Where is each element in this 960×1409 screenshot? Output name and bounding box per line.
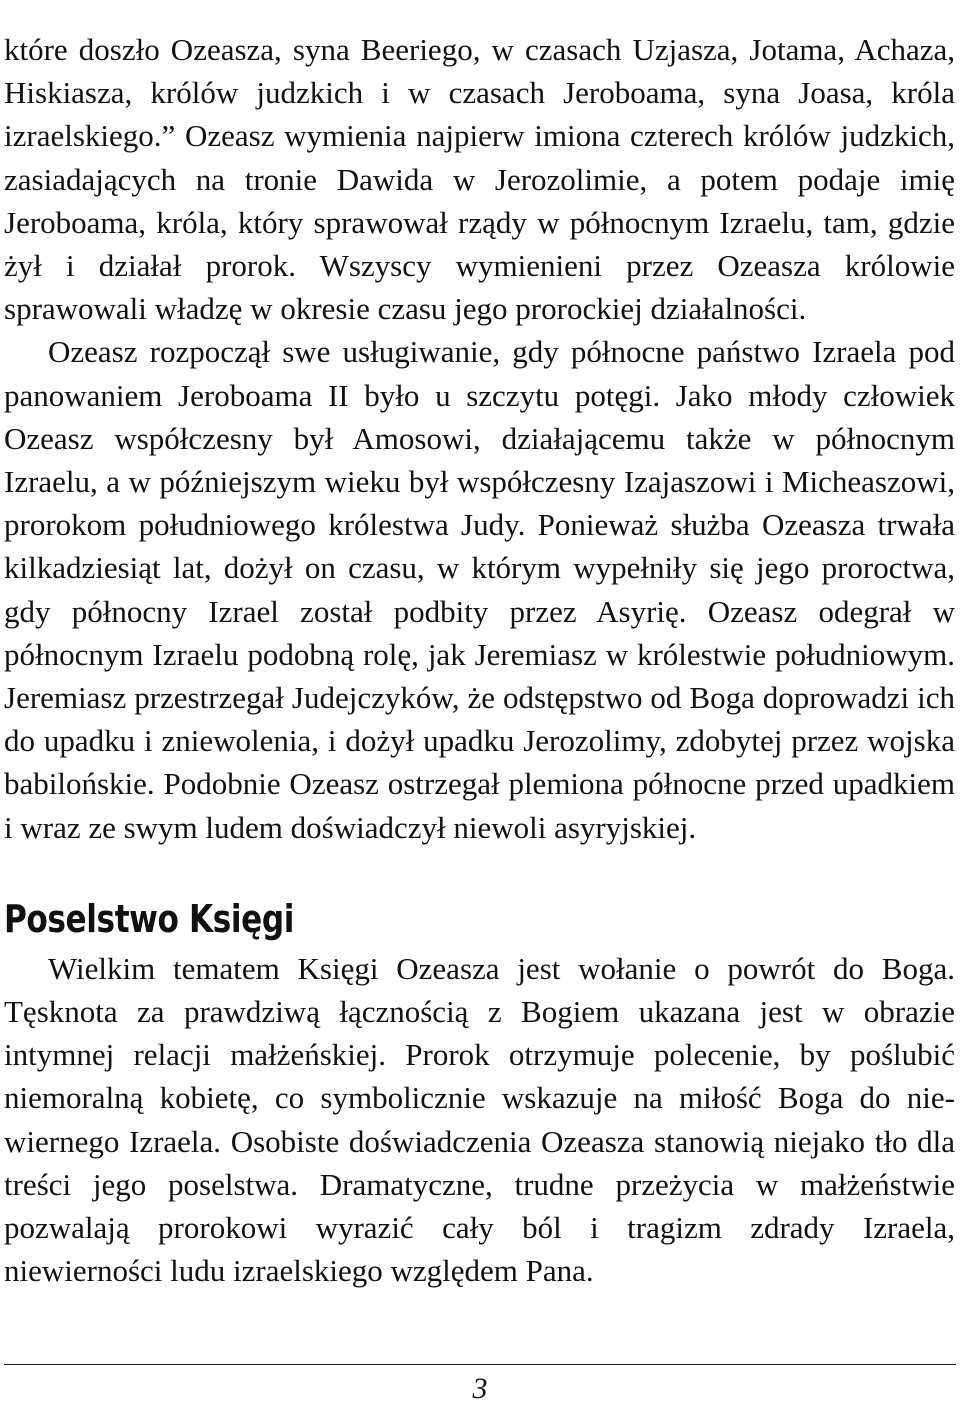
paragraph-message: Wielkim tematem Księgi Ozeasza jest wołanie o powrót do Boga. Tęsknota za prawdziwą łącznością z Bogiem ukazana jest w obrazie intymnej relacji małżeńskiej. Prorok otrzymuje polecenie, by poślubić niemoralną kobietę, co symbolicznie wskazuje na miłość Boga do niewiernego Izraela. Osobiste doświadczenia Ozeasza stanowią niejako tło dla treści jego poselstwa. Dramatyczne, trudne przeżycia w małżeństwie pozwalają prorokowi wyrazić cały ból i tragizm zdrady Izraela, niewierności ludu izraelskiego względem Pana. (4, 950, 955, 1289)
footer-divider (4, 1364, 956, 1365)
paragraph-ministry: Ozeasz rozpoczął swe usługiwanie, gdy północne państwo Izraela pod panowaniem Jeroboama II było u szczytu potęgi. Jako młody człowiek Ozeasz współczesny był Amosowi, działającemu także w północnym Izraelu, a w późniejszym wieku był współczesny Izajaszowi i Micheaszowi, prorokom południowego królestwa Judy. Ponieważ służba Ozeasza trwała kilkadziesiąt lat, dożył on czasu, w którym wypełniły się jego proroctwa, gdy północny Izrael został podbity przez Asyrię. Ozeasz odegrał w północnym Izraelu podobną rolę, jak Jeremiasz w królestwie południowym. Jeremiasz przestrzegał Judejczyków, że odstępstwo od Boga doprowadzi ich do upadku i zniewolenia, i dożył upadku Jerozolimy, zdobytej przez wojska babilońskie. Podobnie Ozeasz ostrzegał plemiona północne przed upadkiem i wraz ze swym ludem doświadczył niewoli asyryjskiej. (4, 334, 955, 845)
paragraph-intro: które doszło Ozeasza, syna Beeriego, w czasach Uzjasza, Jotama, Achaza, Hiskiasza, królów judzkich i w czasach Jeroboama, syna Joasa, króla izraelskiego.” Ozeasz wymienia najpierw imiona czterech królów judzkich, zasiadających na tronie Dawida w Jerozolimie, a potem podaje imię Jeroboama, króla, który sprawował rządy w północnym Izraelu, tam, gdzie żył i działał prorok. Wszyscy wymienieni przez Ozeasza królowie sprawowali władzę w okresie czasu jego prorockiej działalności. (4, 32, 955, 327)
page-number: 3 (472, 1372, 488, 1405)
section-heading: Poselstwo Księgi (4, 896, 295, 941)
page-body (4, 28, 955, 1292)
